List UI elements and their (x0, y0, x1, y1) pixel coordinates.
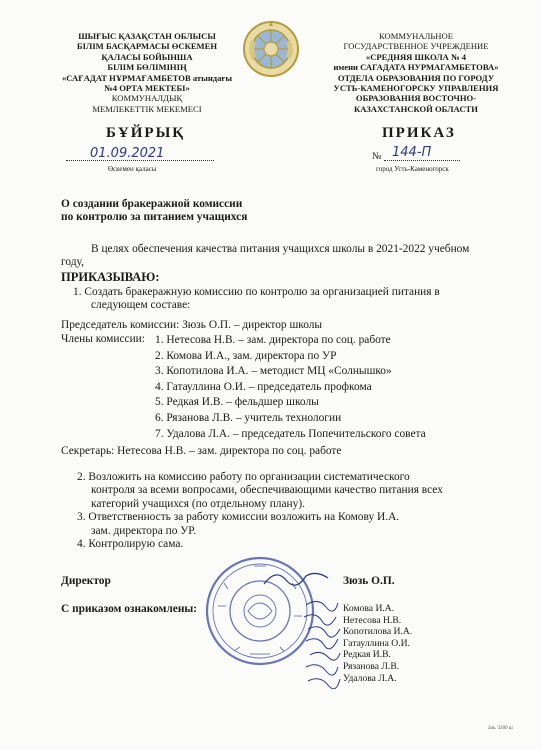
signer-name: Копотилова И.А. (343, 626, 413, 638)
signer-name: Удалова Л.А. (343, 672, 397, 684)
item-3-line: зам. директора по УР. (91, 524, 197, 537)
number-line (384, 160, 460, 161)
header-right-line: КАЗАХСТАНСКОЙ ОБЛАСТИ (354, 103, 478, 114)
order-title-line: О создании бракеражной комиссии (61, 198, 243, 210)
intro-paragraph: В целях обеспечения качества питания учащихся школы в 2021-2022 учебном году, (61, 243, 470, 269)
director-name: Зюзь О.П. (343, 575, 395, 587)
member-item: 5. Редкая И.В. – фельдшер школы (155, 396, 319, 409)
header-right-line: ГОСУДАРСТВЕННОЕ УЧРЕЖДЕНИЕ (343, 41, 489, 52)
item-4-line: 4. Контролирую сама. (77, 538, 184, 551)
header-left-line: КОММУНАЛДЫҚ (111, 93, 183, 104)
kazakhstan-emblem-icon (242, 20, 300, 78)
header-right (318, 31, 514, 114)
header-left-line: №4 ОРТА МЕКТЕБІ» (104, 83, 190, 94)
signers-list (343, 603, 412, 684)
doc-type-kz: БҰЙРЫҚ (106, 125, 186, 141)
signer-name: Гатауллина О.И. (343, 637, 410, 649)
number-prefix: № (372, 151, 382, 162)
item-2-line: 2. Возложить на комиссию работу по организации систематического (77, 471, 410, 483)
items-list (61, 471, 511, 551)
signer-name: Рязанова Л.В. (343, 660, 400, 672)
header-left-line: БІЛІМ БӨЛІМІНІҢ (107, 62, 187, 73)
header-left-line: ҚАЛАСЫ БОЙЫНША (101, 51, 193, 62)
item-2-line: контроля за всеми вопросами, обеспечивающими качество питания всех (91, 484, 443, 497)
member-item: 7. Удалова Л.А. – председатель Попечительского совета (155, 427, 426, 440)
director-label: Директор (61, 575, 111, 587)
signer-name: Комова И.А. (343, 603, 395, 614)
header-left-line: БІЛІМ БАСҚАРМАСЫ ӨСКЕМЕН (76, 41, 218, 52)
header-left (58, 31, 236, 114)
date-handwritten: 01.09.2021 (90, 146, 165, 161)
acquainted-label: С приказом ознакомлены: (61, 603, 198, 615)
footer-note: Зак. 3200 ш (488, 726, 513, 731)
item-1-line: 1. Создать бракеражную комиссию по контролю за организацией питания в (73, 286, 440, 298)
item-3-line: 3. Ответственность за работу комиссии возложить на Комову И.А. (77, 511, 400, 524)
item-1 (61, 286, 511, 313)
header-left-line: «САҒАДАТ НҰРМАҒАМБЕТОВ атындағы (61, 72, 233, 83)
header-right-line: ОТДЕЛА ОБРАЗОВАНИЯ ПО ГОРОДУ (337, 72, 495, 83)
member-item: 6. Рязанова Л.В. – учитель технологии (155, 411, 342, 424)
city-ru: город Усть-Каменогорск (376, 165, 449, 173)
header-right-line: КОММУНАЛЬНОЕ (379, 31, 453, 41)
order-title (61, 198, 247, 225)
header-right-line: имени САГАДАТА НУРМАГАМБЕТОВА» (333, 62, 499, 73)
city-kz: Өскемен қаласы (108, 165, 157, 173)
header-right-line: УСТЬ-КАМЕНОГОРСКУ УПРАВЛЕНИЯ (333, 83, 499, 94)
member-item: 2. Комова И.А., зам. директора по УР (155, 349, 337, 362)
doc-type-ru: ПРИКАЗ (382, 125, 456, 141)
chairman-line: Председатель комиссии: Зюзь О.П. – директор школы (61, 319, 323, 331)
item-2-line: категорий учащихся (по отдельному плану). (91, 497, 305, 510)
header-left-line: МЕМЛЕКЕТТІК МЕКЕМЕСІ (92, 103, 202, 114)
item-1-line: следующем составе: (91, 299, 191, 312)
members-label: Члены комиссии: (61, 333, 145, 345)
order-title-line: по контролю за питанием учащихся (61, 211, 248, 224)
signer-name: Нетесова Н.В. (343, 614, 402, 626)
header-left-line: ШЫҒЫС ҚАЗАҚСТАН ОБЛЫСЫ (78, 31, 216, 41)
member-item: 3. Копотилова И.А. – методист МЦ «Солнышко» (155, 365, 392, 378)
member-item: 4. Гатауллина О.И. – председатель профкома (155, 380, 372, 393)
signer-name: Редкая И.В. (343, 649, 391, 661)
secretary-line: Секретарь: Нетесова Н.В. – зам. директора по соц. работе (61, 445, 342, 457)
header-right-line: «СРЕДНЯЯ ШКОЛА № 4 (365, 51, 467, 62)
members-list (155, 333, 426, 442)
order-word: ПРИКАЗЫВАЮ: (61, 270, 160, 284)
number-handwritten: 144-П (392, 145, 432, 160)
handwritten-signatures (300, 597, 342, 689)
header-right-line: ОБРАЗОВАНИЯ ВОСТОЧНО- (355, 93, 477, 104)
director-signature (262, 566, 332, 590)
member-item: 1. Нетесова Н.В. – зам. директора по соц. работе (155, 334, 391, 346)
